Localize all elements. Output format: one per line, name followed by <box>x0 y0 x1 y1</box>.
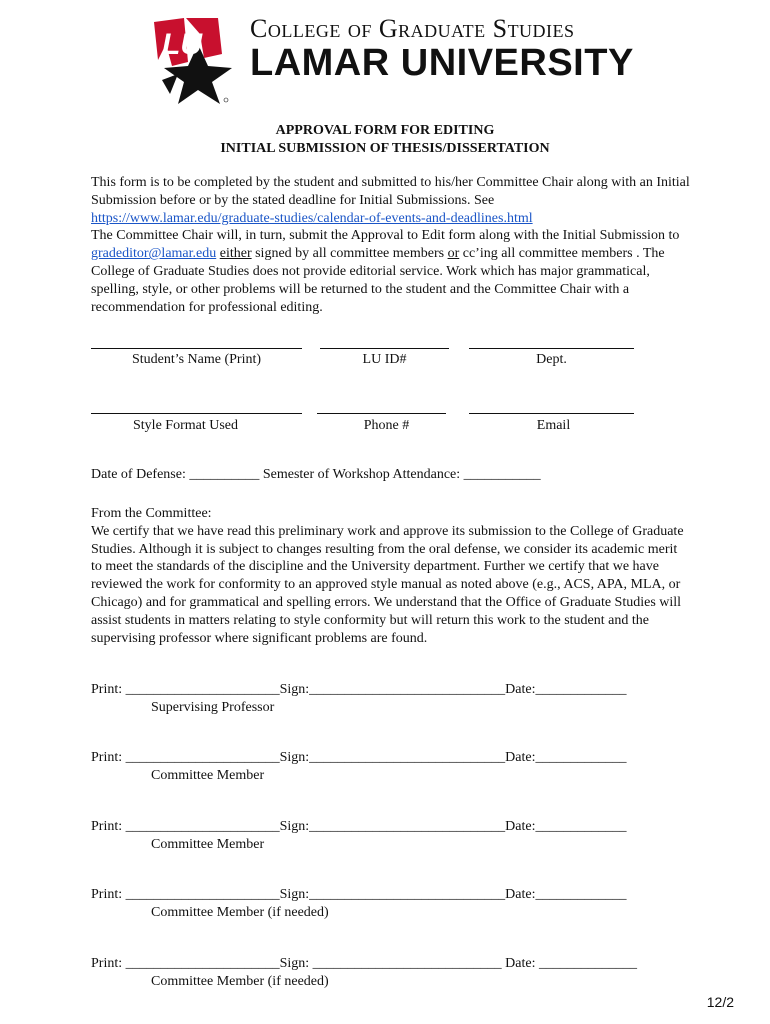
intro-text-3: signed by all committee members <box>251 246 448 262</box>
dept-line[interactable] <box>469 348 634 349</box>
student-name-label: Student’s Name (Print) <box>131 352 262 367</box>
email-line[interactable] <box>469 413 634 414</box>
gradeditor-email-link[interactable]: gradeditor@lamar.edu <box>91 246 217 262</box>
signature-role-member-4: Committee Member (if needed) <box>151 974 329 989</box>
college-name: College of Graduate Studies <box>250 14 575 43</box>
logo-letters: LU <box>162 28 202 61</box>
form-title-line1: APPROVAL FORM FOR EDITING <box>275 123 495 138</box>
intro-text-1: This form is to be completed by the student and submitted to his/her Committee Chair along with an Initial Submission before or by the stated deadline for Initial Submissions. See <box>91 175 690 208</box>
phone-label: Phone # <box>363 418 410 433</box>
signature-line-member-1[interactable]: Print: ______________________Sign:____________________________Date:_____________ <box>91 750 627 765</box>
committee-heading: From the Committee: <box>91 506 212 521</box>
intro-paragraph <box>91 174 691 316</box>
deadlines-link[interactable]: https://www.lamar.edu/graduate-studies/calendar-of-events-and-deadlines.html <box>91 210 533 226</box>
signature-role-supervisor: Supervising Professor <box>151 700 275 715</box>
either-text: either <box>219 246 252 262</box>
lu-id-label: LU ID# <box>362 352 407 367</box>
university-name: LAMAR UNIVERSITY <box>250 42 634 84</box>
signature-role-member-2: Committee Member <box>151 837 265 852</box>
defense-date-line[interactable]: Date of Defense: __________ Semester of Workshop Attendance: ___________ <box>91 467 541 482</box>
signature-line-supervisor[interactable]: Print: ______________________Sign:____________________________Date:_____________ <box>91 682 627 697</box>
intro-text-4: cc’ing all committee members . The College of Graduate Studies does not provide editorial service. Work which has major grammatical, spelling, style, or other problems will be returned to the student and the Committee Chair with a recommendation for professional editing. <box>91 246 665 315</box>
or-text: or <box>447 246 460 262</box>
committee-text: We certify that we have read this preliminary work and approve its submission to the College of Graduate Studies. Although it is subject to changes resulting from the oral defense, we consider its academic merit to meet the standards of the discipline and the University department. Further we certify that we have reviewed the work for conformity to an approved style manual as noted above (e.g., ACS, APA, MLA, or Chicago) and for grammatical and spelling errors. We understand that the Office of Graduate Studies will assist students in matters relating to style conformity but will return this work to the student and the supervising professor where significant problems are found. <box>91 523 684 646</box>
phone-line[interactable] <box>317 413 446 414</box>
signature-role-member-1: Committee Member <box>151 768 265 783</box>
lu-id-line[interactable] <box>320 348 449 349</box>
student-name-line[interactable] <box>91 348 302 349</box>
lamar-logo <box>148 14 240 106</box>
form-title-line2: INITIAL SUBMISSION OF THESIS/DISSERTATION <box>220 141 550 156</box>
signature-line-member-4[interactable]: Print: ______________________Sign: ___________________________ Date: ______________ <box>91 956 637 971</box>
email-label: Email <box>536 418 571 433</box>
signature-role-member-3: Committee Member (if needed) <box>151 905 329 920</box>
signature-line-member-2[interactable]: Print: ______________________Sign:____________________________Date:_____________ <box>91 819 627 834</box>
style-format-line[interactable] <box>91 413 302 414</box>
page-number: 12/2 <box>706 994 734 1010</box>
intro-text-2: The Committee Chair will, in turn, submit the Approval to Edit form along with the Initial Submission to <box>91 228 680 244</box>
signature-line-member-3[interactable]: Print: ______________________Sign:____________________________Date:_____________ <box>91 887 627 902</box>
committee-statement <box>91 505 691 647</box>
style-format-label: Style Format Used <box>133 418 238 433</box>
dept-label: Dept. <box>536 352 567 367</box>
